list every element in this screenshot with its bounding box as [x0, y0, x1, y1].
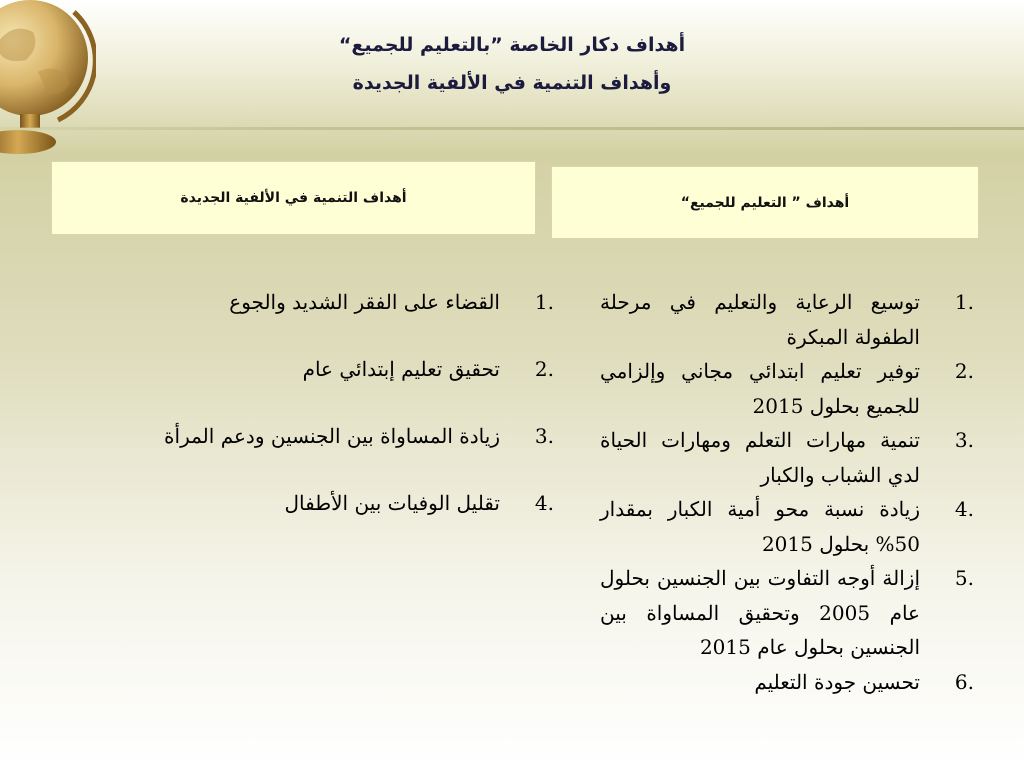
- item-text: توفير تعليم ابتدائي مجاني وإلزامي للجميع بحلول 2015: [600, 359, 920, 418]
- list-item: [600, 561, 974, 665]
- item-text: القضاء على الفقر الشديد والجوع: [229, 290, 500, 314]
- item-number: 4.: [954, 497, 974, 521]
- item-number: 2.: [534, 357, 554, 381]
- list-item: [600, 665, 974, 700]
- globe-icon: [0, 0, 96, 162]
- item-text: زيادة نسبة محو أمية الكبار بمقدار 50% بحلول 2015: [600, 497, 920, 556]
- list-item: [120, 488, 554, 518]
- mdg-header: [51, 161, 536, 235]
- item-number: 1.: [534, 290, 554, 314]
- title-line-2: وأهداف التنمية في الألفية الجديدة: [352, 72, 672, 94]
- item-text: تنمية مهارات التعلم ومهارات الحياة لدي الشباب والكبار: [600, 428, 920, 487]
- item-text: إزالة أوجه التفاوت بين الجنسين بحلول عام 2005 وتحقيق المساواة بين الجنسين بحلول عام 2015: [600, 566, 920, 659]
- mdg-list: [120, 287, 554, 555]
- list-item: [600, 423, 974, 492]
- list-item: [600, 354, 974, 423]
- item-text: تحقيق تعليم إبتدائي عام: [302, 357, 500, 381]
- item-number: 6.: [954, 669, 974, 694]
- list-item: [600, 285, 974, 354]
- efa-list: [600, 285, 974, 699]
- item-number: 3.: [954, 428, 974, 452]
- title-divider: [0, 127, 1024, 130]
- list-item: [120, 421, 554, 451]
- item-text: توسيع الرعاية والتعليم في مرحلة الطفولة المبكرة: [600, 290, 920, 349]
- efa-header-label: أهداف ” التعليم للجميع“: [680, 194, 850, 211]
- item-text: تحسين جودة التعليم: [754, 669, 920, 694]
- item-number: 4.: [534, 491, 554, 515]
- item-text: زيادة المساواة بين الجنسين ودعم المرأة: [164, 424, 500, 448]
- list-item: [120, 354, 554, 384]
- item-number: 5.: [954, 566, 974, 590]
- item-number: 3.: [534, 424, 554, 448]
- item-number: 2.: [954, 359, 974, 383]
- list-item: [120, 287, 554, 317]
- title-line-1: أهداف دكار الخاصة ”بالتعليم للجميع“: [338, 34, 686, 56]
- mdg-header-label: أهداف التنمية في الألفية الجديدة: [180, 190, 407, 206]
- list-item: [600, 492, 974, 561]
- item-number: 1.: [954, 290, 974, 314]
- efa-header: [551, 166, 979, 239]
- item-text: تقليل الوفيات بين الأطفال: [284, 491, 500, 515]
- slide-title: [110, 26, 914, 102]
